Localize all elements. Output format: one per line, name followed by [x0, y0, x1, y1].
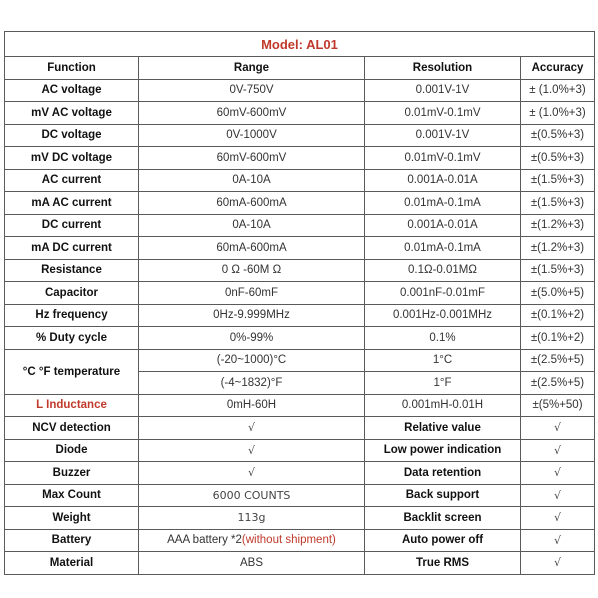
- resolution-cell: 0.1Ω-0.01MΩ: [365, 259, 521, 282]
- range-cell: (-20~1000)°C: [139, 349, 365, 372]
- range-cell: 0A-10A: [139, 169, 365, 192]
- table-row: [5, 102, 595, 125]
- feature-label: Backlit screen: [365, 507, 521, 530]
- feature-value: √: [139, 439, 365, 462]
- accuracy-cell: ±(1.5%+3): [521, 169, 595, 192]
- feature-value: √: [521, 484, 595, 507]
- spec-table-wrapper: [4, 31, 594, 573]
- table-row: [5, 214, 595, 237]
- range-cell: 0nF-60mF: [139, 282, 365, 305]
- table-row: [5, 147, 595, 170]
- function-cell: % Duty cycle: [5, 327, 139, 350]
- function-cell: AC current: [5, 169, 139, 192]
- accuracy-cell: ±(1.2%+3): [521, 237, 595, 260]
- header-function: Function: [5, 57, 139, 80]
- header-range: Range: [139, 57, 365, 80]
- feature-label: Auto power off: [365, 529, 521, 552]
- spec-table-body: [5, 32, 595, 575]
- accuracy-cell: ±(2.5%+5): [521, 349, 595, 372]
- feature-value: √: [139, 417, 365, 440]
- table-row: [5, 259, 595, 282]
- resolution-cell: 0.01mA-0.1mA: [365, 192, 521, 215]
- range-cell: 60mV-600mV: [139, 147, 365, 170]
- feature-label: Low power indication: [365, 439, 521, 462]
- resolution-cell: 0.01mV-0.1mV: [365, 147, 521, 170]
- range-cell: 0V-1000V: [139, 124, 365, 147]
- table-row: [5, 327, 595, 350]
- function-cell: mA AC current: [5, 192, 139, 215]
- feature-value: √: [521, 439, 595, 462]
- function-cell: DC voltage: [5, 124, 139, 147]
- table-row: [5, 394, 595, 417]
- feature-label: Relative value: [365, 417, 521, 440]
- resolution-cell: 0.001Hz-0.001MHz: [365, 304, 521, 327]
- function-cell: mV AC voltage: [5, 102, 139, 125]
- feature-value: 6000 COUNTS: [139, 484, 365, 507]
- resolution-cell: 1°F: [365, 372, 521, 395]
- accuracy-cell: ± (1.0%+3): [521, 102, 595, 125]
- function-cell: mV DC voltage: [5, 147, 139, 170]
- table-row: [5, 304, 595, 327]
- feature-value: ABS: [139, 552, 365, 575]
- accuracy-cell: ±(1.5%+3): [521, 259, 595, 282]
- table-row: [5, 552, 595, 575]
- range-cell: 0%-99%: [139, 327, 365, 350]
- accuracy-cell: ±(0.1%+2): [521, 327, 595, 350]
- feature-label: Battery: [5, 529, 139, 552]
- function-cell: Capacitor: [5, 282, 139, 305]
- accuracy-cell: ±(0.5%+3): [521, 124, 595, 147]
- range-cell: (-4~1832)°F: [139, 372, 365, 395]
- feature-value: √: [521, 552, 595, 575]
- resolution-cell: 0.001A-0.01A: [365, 214, 521, 237]
- range-cell: 0 Ω -60M Ω: [139, 259, 365, 282]
- range-cell: 60mA-600mA: [139, 192, 365, 215]
- feature-label: Weight: [5, 507, 139, 530]
- feature-label: Max Count: [5, 484, 139, 507]
- table-row: [5, 169, 595, 192]
- feature-label: NCV detection: [5, 417, 139, 440]
- table-row: [5, 529, 595, 552]
- feature-label: Back support: [365, 484, 521, 507]
- range-cell: 60mA-600mA: [139, 237, 365, 260]
- table-row: [5, 282, 595, 305]
- accuracy-cell: ±(1.2%+3): [521, 214, 595, 237]
- function-cell: mA DC current: [5, 237, 139, 260]
- feature-label: True RMS: [365, 552, 521, 575]
- resolution-cell: 0.001nF-0.01mF: [365, 282, 521, 305]
- range-cell: 0mH-60H: [139, 394, 365, 417]
- table-row: [5, 462, 595, 485]
- feature-label: Data retention: [365, 462, 521, 485]
- accuracy-cell: ±(0.1%+2): [521, 304, 595, 327]
- table-row: [5, 349, 595, 372]
- feature-value: √: [521, 529, 595, 552]
- resolution-cell: 0.001V-1V: [365, 124, 521, 147]
- range-cell: 60mV-600mV: [139, 102, 365, 125]
- resolution-cell: 1°C: [365, 349, 521, 372]
- function-cell: DC current: [5, 214, 139, 237]
- table-row: [5, 79, 595, 102]
- resolution-cell: 0.001mH-0.01H: [365, 394, 521, 417]
- header-accuracy: Accuracy: [521, 57, 595, 80]
- table-row: [5, 507, 595, 530]
- accuracy-cell: ±(5%+50): [521, 394, 595, 417]
- feature-value: √: [521, 462, 595, 485]
- feature-value: 113g: [139, 507, 365, 530]
- header-resolution: Resolution: [365, 57, 521, 80]
- resolution-cell: 0.001A-0.01A: [365, 169, 521, 192]
- feature-label: Buzzer: [5, 462, 139, 485]
- table-row: [5, 237, 595, 260]
- feature-value: √: [521, 507, 595, 530]
- accuracy-cell: ±(2.5%+5): [521, 372, 595, 395]
- resolution-cell: 0.01mV-0.1mV: [365, 102, 521, 125]
- resolution-cell: 0.01mA-0.1mA: [365, 237, 521, 260]
- battery-note: (without shipment): [241, 534, 336, 547]
- function-cell: AC voltage: [5, 79, 139, 102]
- resolution-cell: 0.001V-1V: [365, 79, 521, 102]
- table-row: [5, 192, 595, 215]
- range-cell: 0A-10A: [139, 214, 365, 237]
- feature-value: √: [521, 417, 595, 440]
- function-cell: °C °F temperature: [5, 349, 139, 394]
- accuracy-cell: ±(1.5%+3): [521, 192, 595, 215]
- accuracy-cell: ± (1.0%+3): [521, 79, 595, 102]
- battery-value: AAA battery *2: [167, 534, 242, 547]
- feature-value: √: [139, 462, 365, 485]
- battery-value-cell: [139, 529, 365, 552]
- function-cell: Hz frequency: [5, 304, 139, 327]
- accuracy-cell: ±(0.5%+3): [521, 147, 595, 170]
- function-cell: L Inductance: [5, 394, 139, 417]
- function-cell: Resistance: [5, 259, 139, 282]
- spec-table: [4, 31, 595, 575]
- title-row: [5, 32, 595, 57]
- header-row: [5, 57, 595, 80]
- table-row: [5, 124, 595, 147]
- model-title: Model: AL01: [5, 32, 595, 57]
- table-row: [5, 484, 595, 507]
- feature-label: Diode: [5, 439, 139, 462]
- table-row: [5, 439, 595, 462]
- feature-label: Material: [5, 552, 139, 575]
- range-cell: 0V-750V: [139, 79, 365, 102]
- resolution-cell: 0.1%: [365, 327, 521, 350]
- range-cell: 0Hz-9.999MHz: [139, 304, 365, 327]
- accuracy-cell: ±(5.0%+5): [521, 282, 595, 305]
- table-row: [5, 417, 595, 440]
